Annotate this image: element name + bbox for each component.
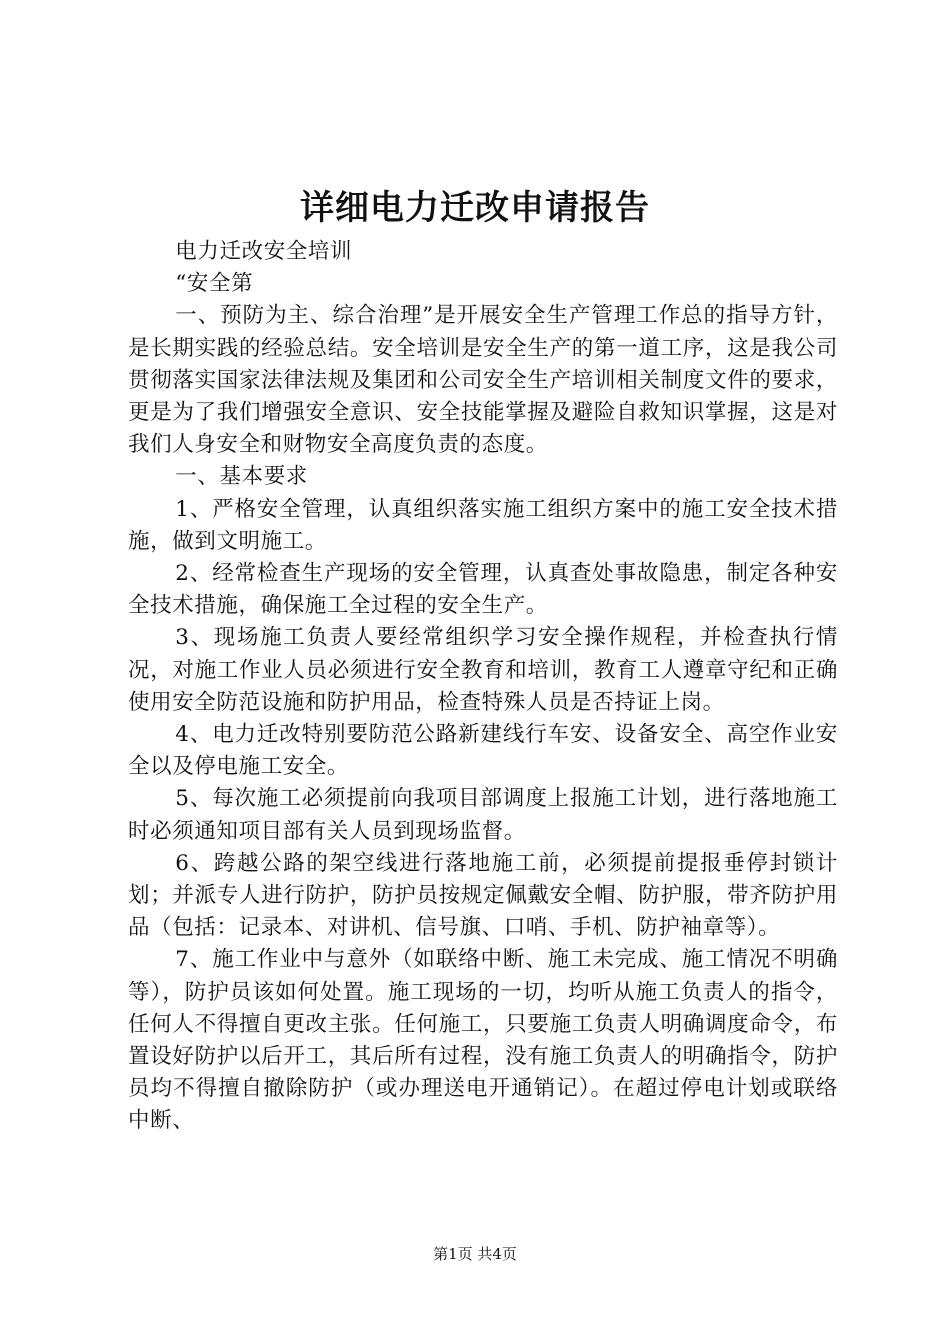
body-paragraph: 1、严格安全管理，认真组织落实施工组织方案中的施工安全技术措施，做到文明施工。 [128, 496, 838, 554]
body-paragraph: 4、电力迁改特别要防范公路新建线行车安、设备安全、高空作业安全以及停电施工安全。 [128, 722, 838, 780]
body-paragraph: 7、施工作业中与意外（如联络中断、施工未完成、施工情况不明确等），防护员该如何处置。施工现场的一切，均听从施工负责人的指令，任何人不得擅自更改主张。任何施工，只要施工负责人明确调度命令，布置设好防护以后开工，其后所有过程，没有施工负责人的明确指令，防护员均不得擅自撤除防护（或办理送电开通销记）。在超过停电计划或联络中断、 [128, 947, 838, 1134]
body-paragraph: 5、每次施工必须提前向我项目部调度上报施工计划，进行落地施工时必须通知项目部有关人员到现场监督。 [128, 786, 838, 844]
section-heading: 一、基本要求 [175, 464, 308, 490]
page-footer: 第1页 共4页 [433, 1245, 517, 1263]
body-paragraph: 3、现场施工负责人要经常组织学习安全操作规程，并检查执行情况，对施工作业人员必须进行安全教育和培训，教育工人遵章守纪和正确使用安全防范设施和防护用品，检查特殊人员是否持证上岗。 [128, 625, 838, 715]
body-paragraph: 6、跨越公路的架空线进行落地施工前，必须提前提报垂停封锁计划；并派专人进行防护，防护员按规定佩戴安全帽、防护服，带齐防护用品（包括：记录本、对讲机、信号旗、口哨、手机、防护袖章等）。 [128, 850, 838, 941]
document-title: 详细电力迁改申请报告 [300, 188, 650, 228]
document-body [128, 236, 838, 1138]
body-paragraph: 电力迁改安全培训 [175, 239, 353, 264]
body-paragraph: 一、预防为主、综合治理”是开展安全生产管理工作总的指导方针，是长期实践的经验总结。安全培训是安全生产的第一道工序，这是我公司贯彻落实国家法律法规及集团和公司安全生产培训相关制度文件的要求，更是为了我们增强安全意识、安全技能掌握及避险自救知识掌握，这是对我们人身安全和财物安全高度负责的态度。 [128, 303, 838, 458]
body-paragraph: 2、经常检查生产现场的安全管理，认真查处事故隐患，制定各种安全技术措施，确保施工全过程的安全生产。 [128, 561, 838, 619]
body-paragraph: “安全第 [175, 271, 254, 297]
